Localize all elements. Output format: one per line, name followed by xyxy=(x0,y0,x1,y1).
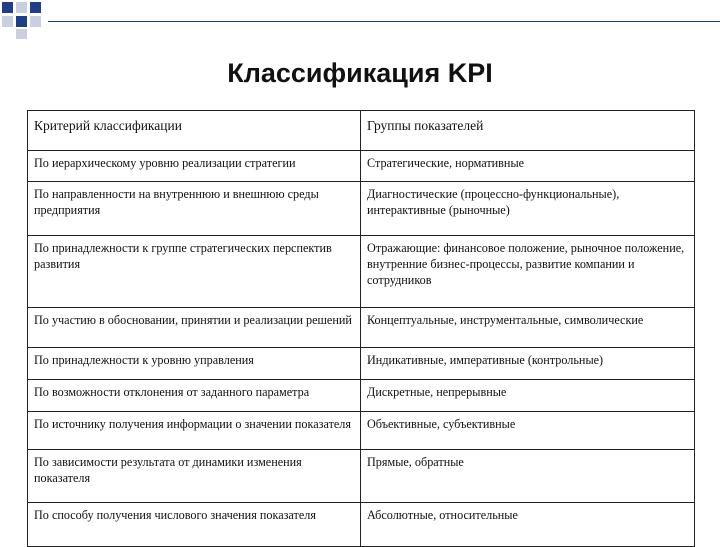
kpi-classification-table xyxy=(27,110,695,547)
table-row xyxy=(28,348,695,380)
decorative-squares xyxy=(0,0,48,40)
criterion-cell: По зависимости результата от динамики изменения показателя xyxy=(28,450,361,503)
column-header-groups: Группы показателей xyxy=(361,111,695,151)
table-row xyxy=(28,450,695,503)
criterion-cell: По иерархическому уровню реализации стратегии xyxy=(28,151,361,182)
groups-cell: Диагностические (процессно-функциональные), интерактивные (рыночные) xyxy=(361,182,695,236)
groups-cell: Прямые, обратные xyxy=(361,450,695,503)
criterion-cell: По принадлежности к группе стратегических перспектив развития xyxy=(28,236,361,308)
groups-cell: Объективные, субъективные xyxy=(361,412,695,450)
criterion-cell: По способу получения числового значения показателя xyxy=(28,503,361,547)
groups-cell: Дискретные, непрерывные xyxy=(361,380,695,412)
criterion-cell: По направленности на внутреннюю и внешнюю среды предприятия xyxy=(28,182,361,236)
criterion-cell: По принадлежности к уровню управления xyxy=(28,348,361,380)
slide-title: Классификация KPI xyxy=(227,58,493,88)
decorative-line xyxy=(48,21,720,22)
criterion-cell: По возможности отклонения от заданного параметра xyxy=(28,380,361,412)
table-row xyxy=(28,412,695,450)
table-row xyxy=(28,182,695,236)
table-row xyxy=(28,380,695,412)
groups-cell: Отражающие: финансовое положение, рыночное положение, внутренние бизнес-процессы, развитие компании и сотрудников xyxy=(361,236,695,308)
table-row xyxy=(28,308,695,348)
groups-cell: Индикативные, императивные (контрольные) xyxy=(361,348,695,380)
slide-decoration xyxy=(0,0,720,40)
column-header-criterion: Критерий классификации xyxy=(28,111,361,151)
table-row xyxy=(28,236,695,308)
table-row xyxy=(28,151,695,182)
groups-cell: Стратегические, нормативные xyxy=(361,151,695,182)
groups-cell: Абсолютные, относительные xyxy=(361,503,695,547)
criterion-cell: По источнику получения информации о значении показателя xyxy=(28,412,361,450)
table-header-row xyxy=(28,111,695,151)
groups-cell: Концептуальные, инструментальные, символические xyxy=(361,308,695,348)
criterion-cell: По участию в обосновании, принятии и реализации решений xyxy=(28,308,361,348)
